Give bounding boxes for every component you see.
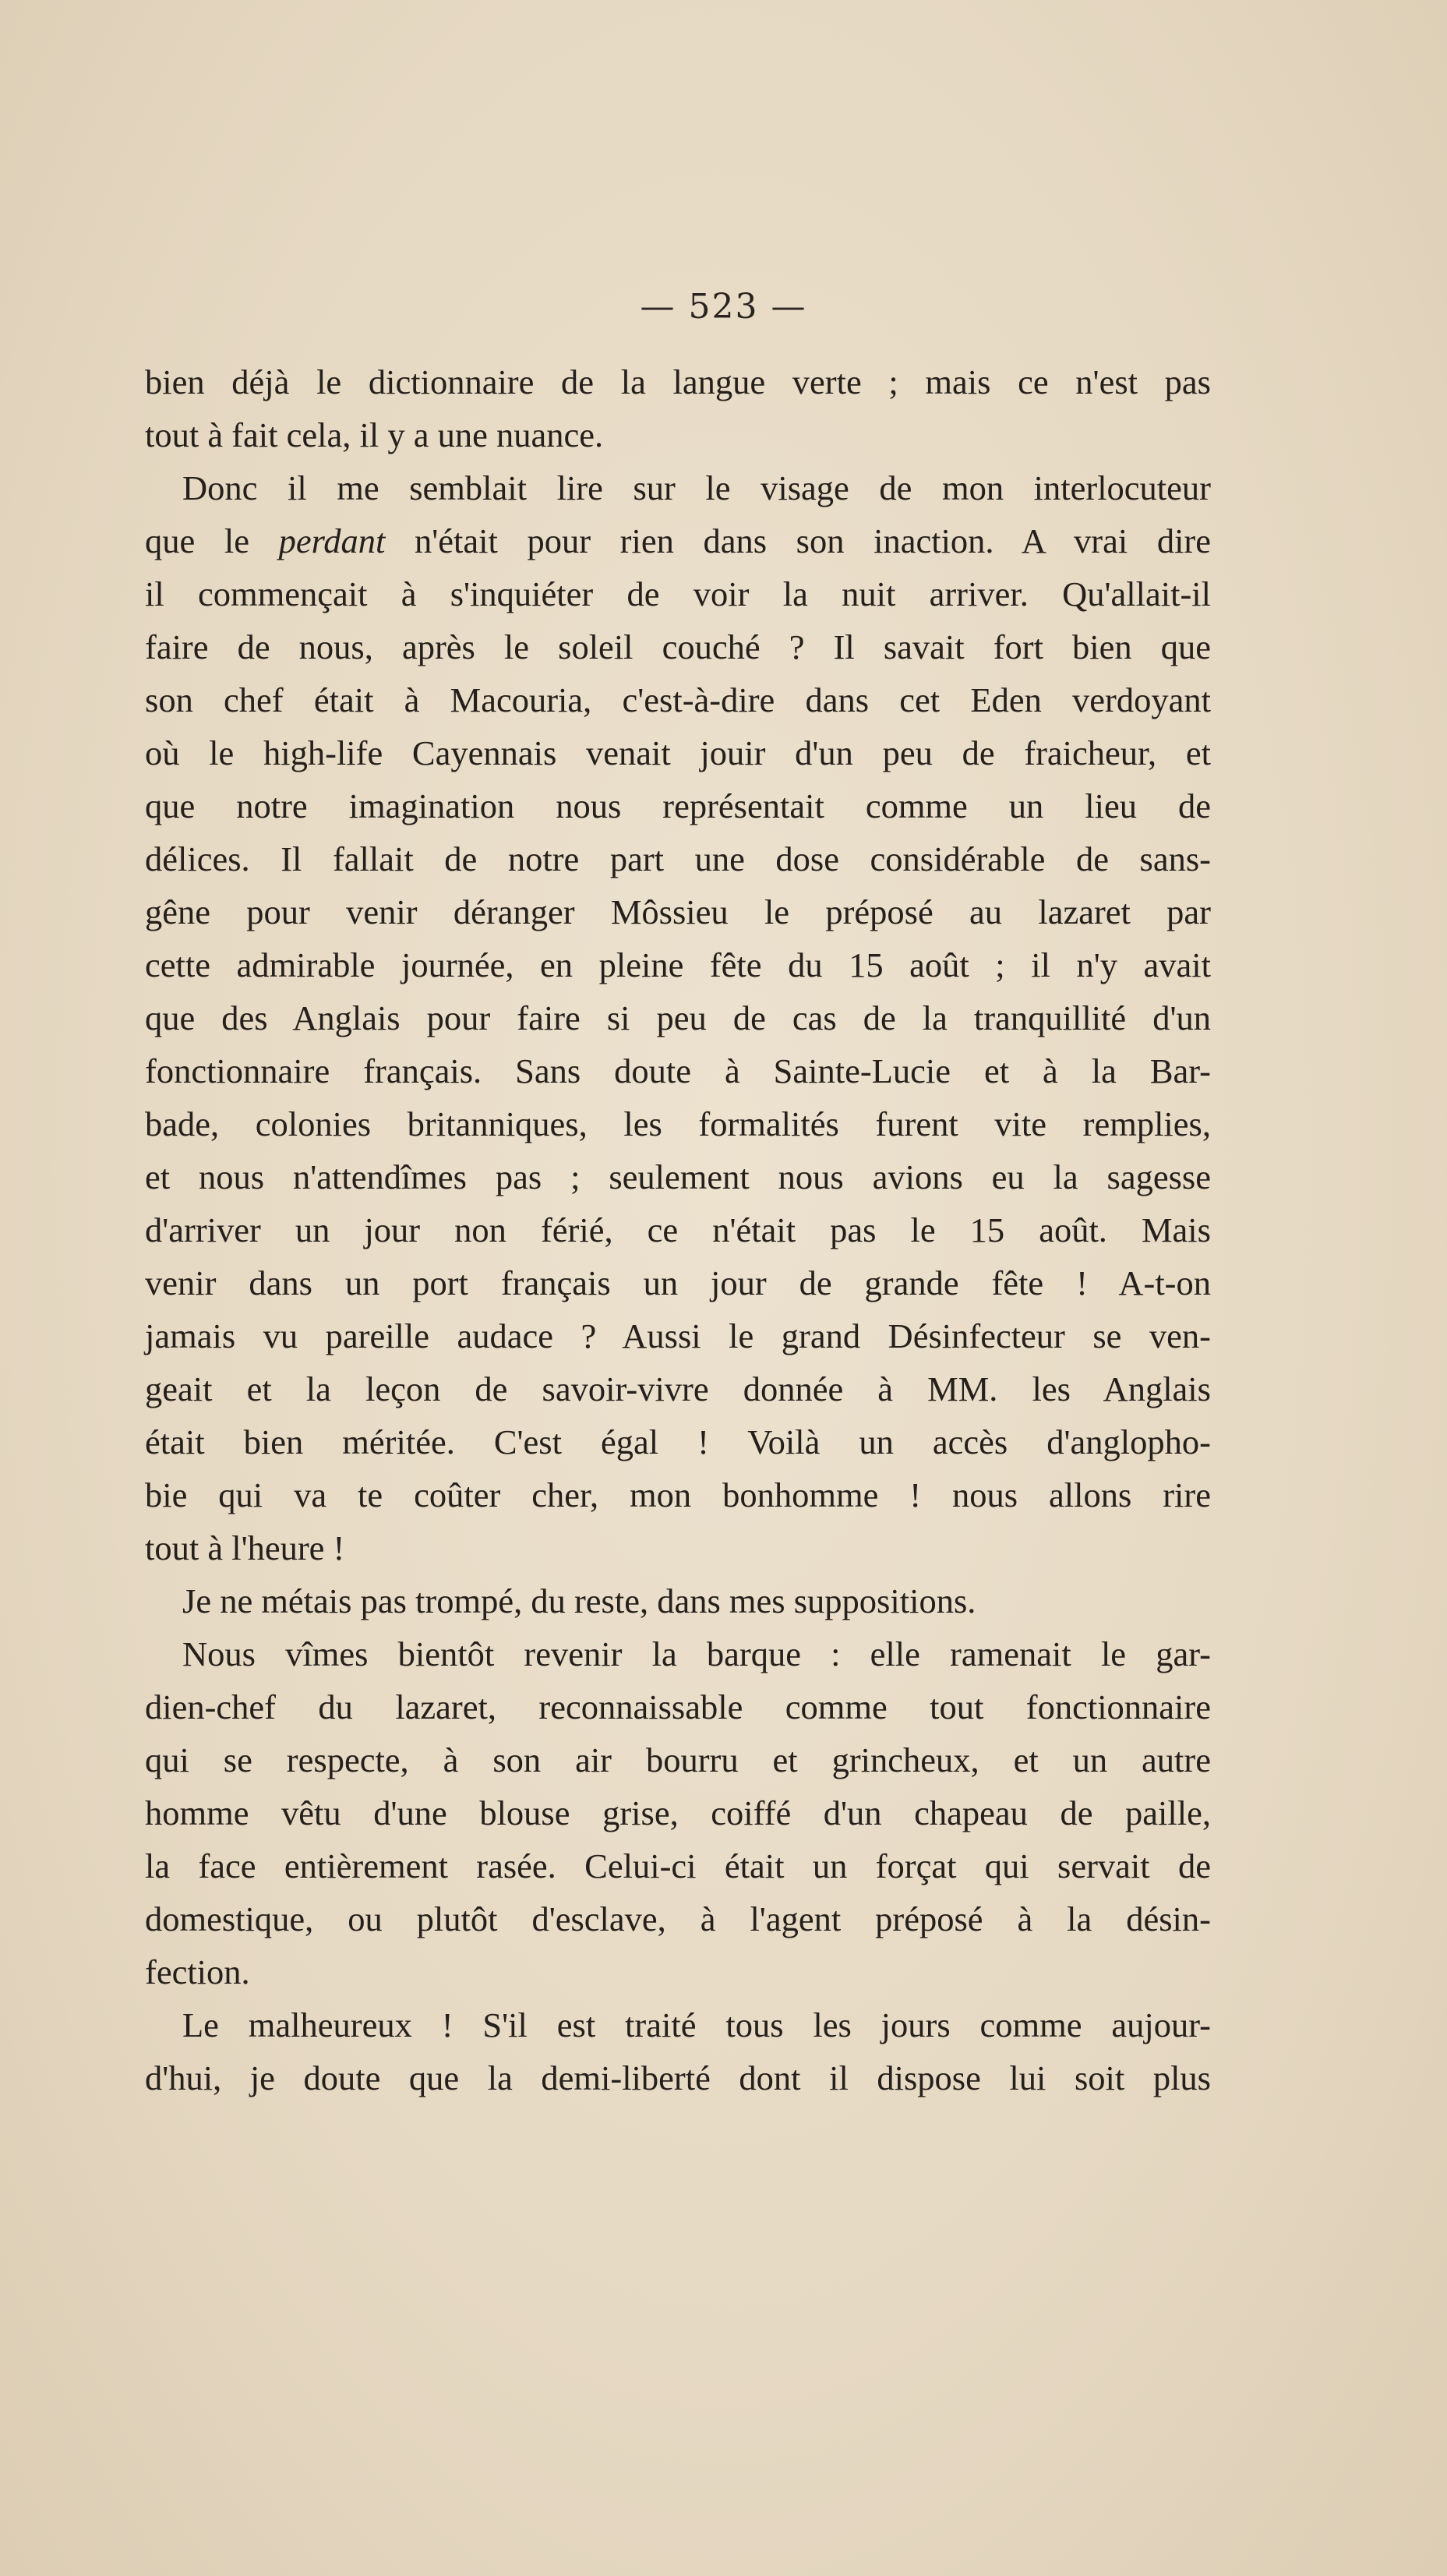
text-line: et nous n'attendîmes pas ; seulement nous avions eu la sagesse [145, 1157, 1211, 1196]
text-segment: que le [145, 521, 279, 560]
text-line: dien-chef du lazaret, reconnaissable comme tout fonctionnaire [145, 1687, 1211, 1726]
text-line: tout à fait cela, il y a une nuance. [145, 415, 604, 454]
text-line: il commençait à s'inquiéter de voir la nuit arriver. Qu'allait-il [145, 574, 1211, 613]
text-line: Je ne métais pas trompé, du reste, dans mes suppositions. [182, 1581, 976, 1620]
text-line: bade, colonies britanniques, les formalités furent vite remplies, [145, 1104, 1211, 1143]
text-line: bien déjà le dictionnaire de la langue verte ; mais ce n'est pas [145, 362, 1211, 401]
text-line: jamais vu pareille audace ? Aussi le grand Désinfecteur se ven- [145, 1316, 1211, 1355]
text-line: où le high-life Cayennais venait jouir d'un peu de fraicheur, et [145, 733, 1211, 772]
text-line: cette admirable journée, en pleine fête du 15 août ; il n'y avait [145, 945, 1211, 984]
text-line: Nous vîmes bientôt revenir la barque : elle ramenait le gar- [182, 1634, 1211, 1673]
text-segment: n'était pour rien dans son inaction. A vrai dire [385, 521, 1211, 560]
text-line: d'hui, je doute que la demi-liberté dont il dispose lui soit plus [145, 2058, 1211, 2097]
text-line: que des Anglais pour faire si peu de cas de la tranquillité d'un [145, 998, 1211, 1037]
text-line: homme vêtu d'une blouse grise, coiffé d'un chapeau de paille, [145, 1793, 1211, 1832]
text-line: Le malheureux ! S'il est traité tous les jours comme aujour- [182, 2005, 1211, 2044]
text-line: geait et la leçon de savoir-vivre donnée à MM. les Anglais [145, 1369, 1211, 1408]
text-line: fonctionnaire français. Sans doute à Sainte-Lucie et à la Bar- [145, 1051, 1211, 1090]
text-line: que notre imagination nous représentait comme un lieu de [145, 786, 1211, 825]
text-line: la face entièrement rasée. Celui-ci était un forçat qui servait de [145, 1846, 1211, 1885]
text-line: délices. Il fallait de notre part une dose considérable de sans- [145, 839, 1211, 878]
body-text [145, 355, 1211, 2104]
text-line: bie qui va te coûter cher, mon bonhomme ! nous allons rire [145, 1475, 1211, 1514]
text-line: gêne pour venir déranger Môssieu le préposé au lazaret par [145, 892, 1211, 931]
text-line: domestique, ou plutôt d'esclave, à l'agent préposé à la désin- [145, 1899, 1211, 1938]
text-line: faire de nous, après le soleil couché ? Il savait fort bien que [145, 627, 1211, 666]
text-line: qui se respecte, à son air bourru et grincheux, et un autre [145, 1740, 1211, 1779]
text-line: d'arriver un jour non férié, ce n'était pas le 15 août. Mais [145, 1210, 1211, 1249]
text-line: venir dans un port français un jour de grande fête ! A-t-on [145, 1263, 1211, 1302]
page-number: — 523 — [640, 287, 807, 327]
text-line: tout à l'heure ! [145, 1528, 345, 1567]
text-line: était bien méritée. C'est égal ! Voilà un accès d'anglopho- [145, 1422, 1211, 1461]
text-line: fection. [145, 1952, 250, 1991]
italic-word: perdant [278, 521, 386, 560]
text-line: Donc il me semblait lire sur le visage de mon interlocuteur [182, 468, 1211, 507]
text-line: son chef était à Macouria, c'est-à-dire dans cet Eden verdoyant [145, 680, 1211, 719]
text-line [145, 514, 1211, 567]
